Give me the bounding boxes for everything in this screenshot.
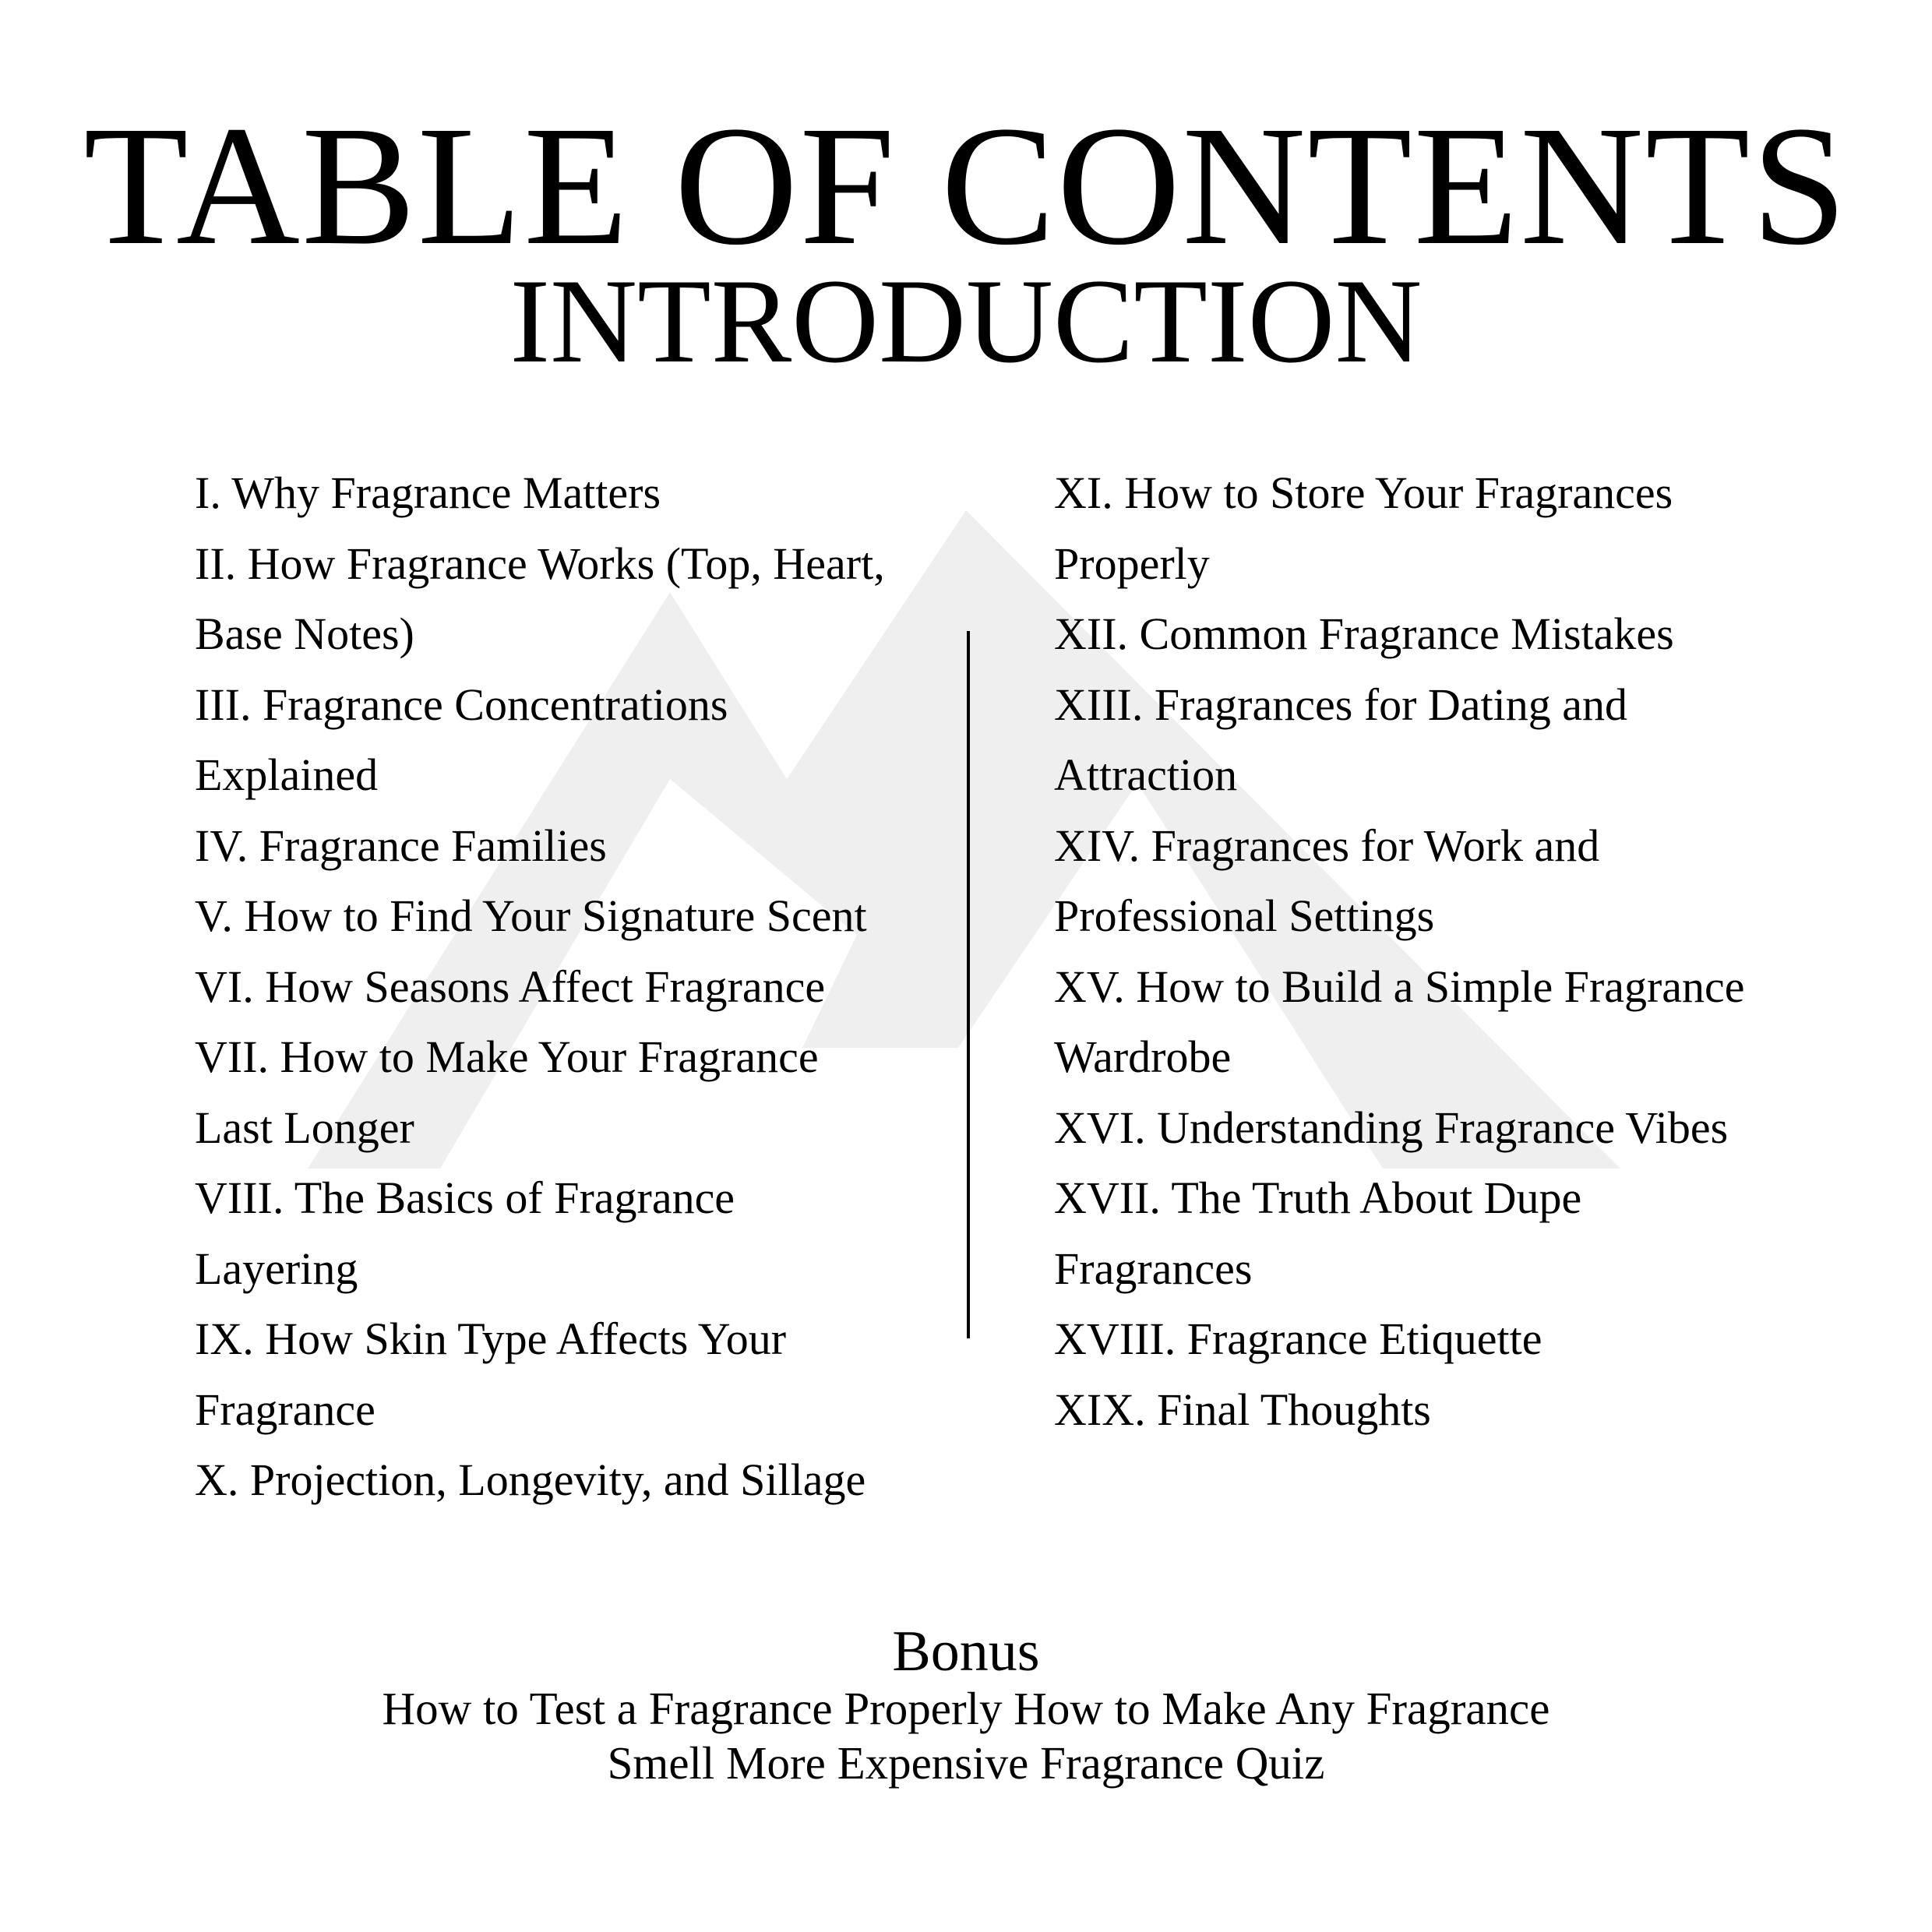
toc-item[interactable]: VI. How Seasons Affect Fragrance [195,961,826,1012]
toc-item[interactable]: XI. How to Store Your Fragrances [1054,467,1673,518]
toc-item[interactable]: II. How Fragrance Works (Top, Heart, [195,538,885,589]
toc-item[interactable]: Wardrobe [1054,1031,1232,1082]
toc-item[interactable]: Layering [195,1243,358,1294]
toc-item[interactable]: IV. Fragrance Families [195,820,607,871]
page-subtitle: INTRODUCTION [509,254,1423,388]
bonus-list [0,1681,1932,1790]
toc-item[interactable]: III. Fragrance Concentrations [195,679,728,730]
toc-item[interactable]: Last Longer [195,1102,414,1153]
toc-item[interactable]: Properly [1054,538,1210,589]
toc-item[interactable]: I. Why Fragrance Matters [195,467,661,518]
toc-item[interactable]: Fragrance [195,1384,375,1435]
toc-item[interactable]: XVI. Understanding Fragrance Vibes [1054,1102,1729,1153]
toc-item[interactable]: XIV. Fragrances for Work and [1054,820,1600,871]
bonus-line[interactable]: How to Test a Fragrance Properly How to Make Any Fragrance [382,1683,1550,1734]
toc-item[interactable]: VIII. The Basics of Fragrance [195,1172,735,1223]
bonus-heading: Bonus [892,1620,1040,1683]
toc-item[interactable]: XVII. The Truth About Dupe [1054,1172,1582,1223]
toc-item[interactable]: X. Projection, Longevity, and Sillage [195,1454,866,1505]
toc-item[interactable]: XV. How to Build a Simple Fragrance [1054,961,1745,1012]
toc-item[interactable]: IX. How Skin Type Affects Your [195,1313,787,1364]
column-divider [967,631,970,1338]
toc-item[interactable]: XIX. Final Thoughts [1054,1384,1431,1435]
toc-item[interactable]: Fragrances [1054,1243,1253,1294]
toc-item[interactable]: Professional Settings [1054,890,1435,941]
toc-item[interactable]: VII. How to Make Your Fragrance [195,1031,819,1082]
toc-item[interactable]: Attraction [1054,749,1238,800]
toc-left-column [195,458,974,1516]
toc-item[interactable]: Explained [195,749,379,800]
toc-item[interactable]: XII. Common Fragrance Mistakes [1054,608,1674,659]
toc-item[interactable]: XVIII. Fragrance Etiquette [1054,1313,1542,1364]
toc-item[interactable]: XIII. Fragrances for Dating and [1054,679,1627,730]
bonus-line[interactable]: Smell More Expensive Fragrance Quiz [607,1737,1325,1789]
toc-right-column [1054,458,1833,1445]
page-title: TABLE OF CONTENTS [83,90,1849,280]
toc-item[interactable]: V. How to Find Your Signature Scent [195,890,867,941]
toc-item[interactable]: Base Notes) [195,608,414,659]
